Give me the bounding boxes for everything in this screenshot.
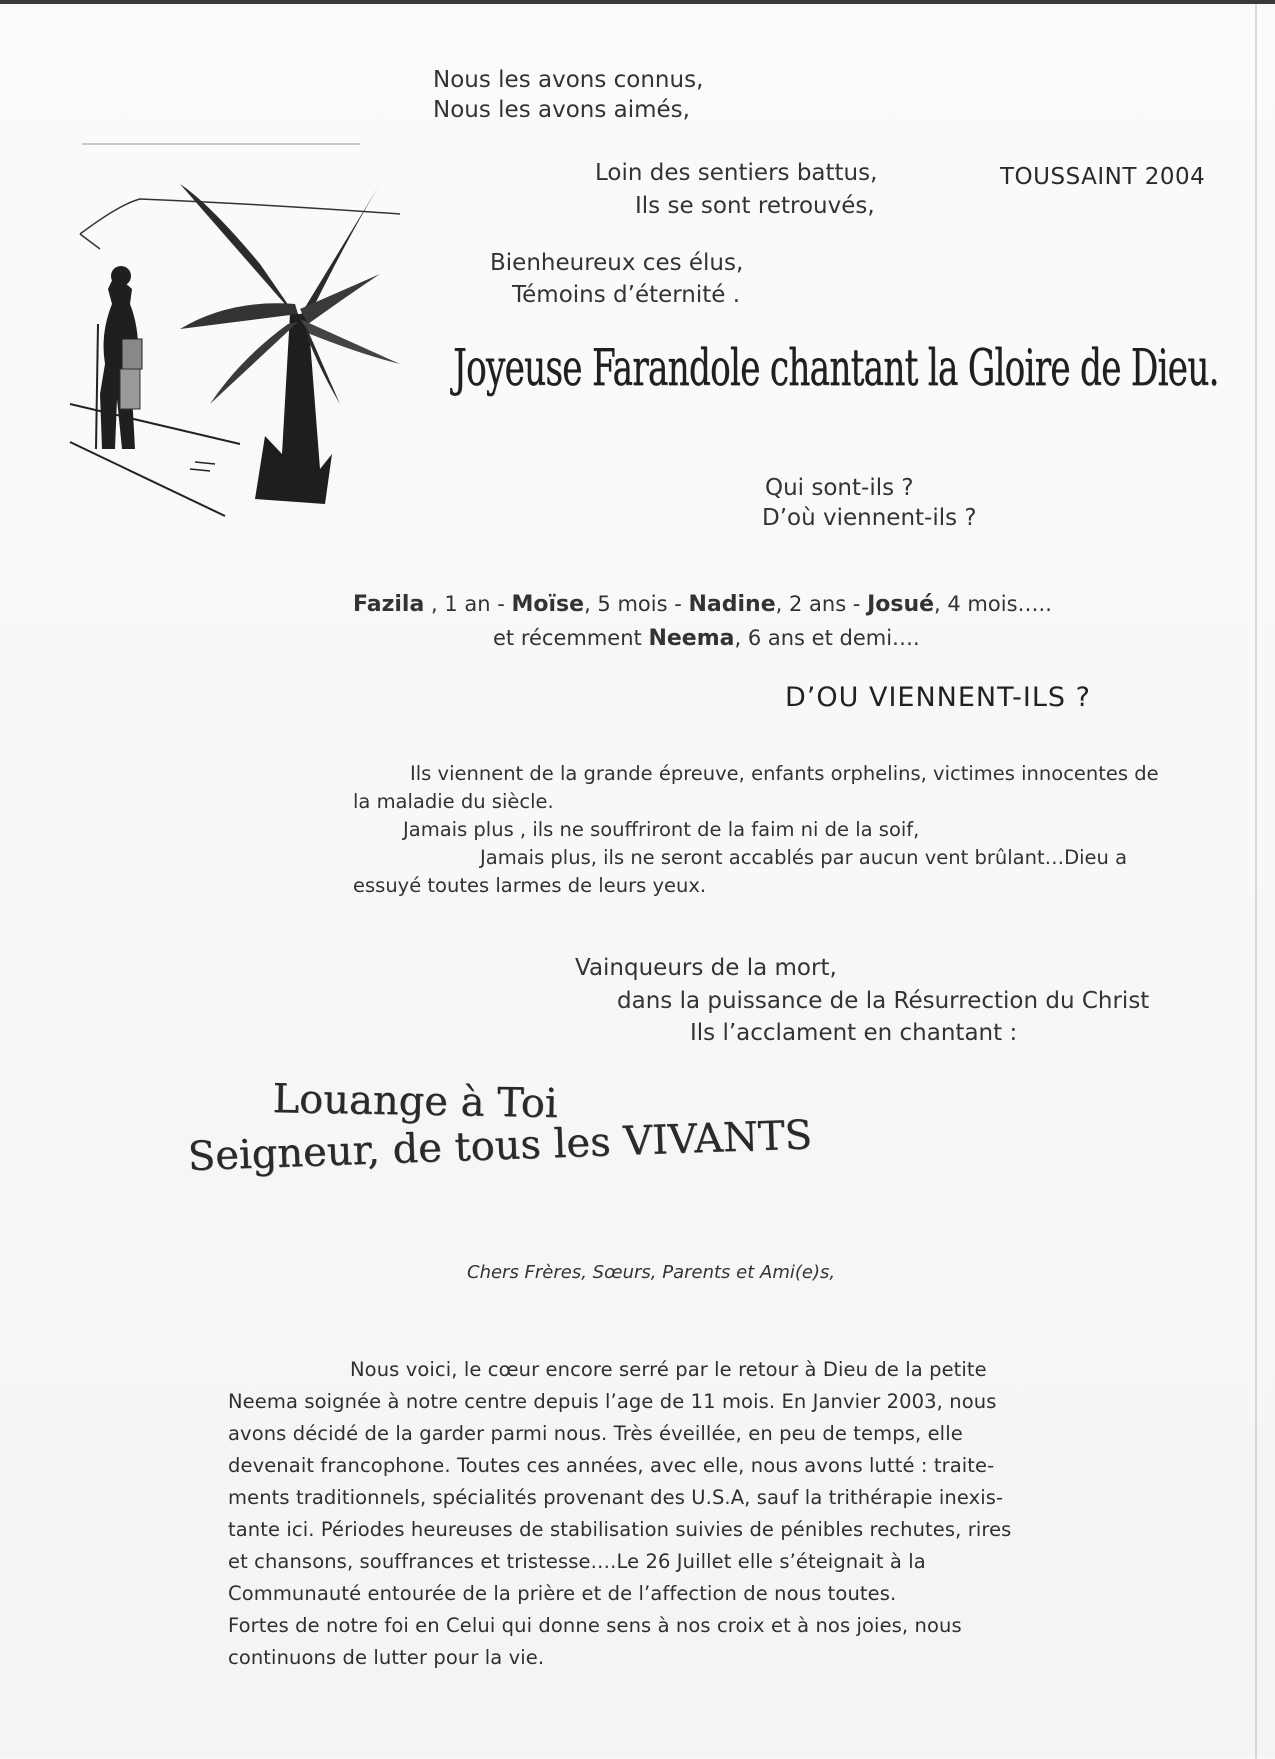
paragraph-line: la maladie du siècle. <box>353 790 554 813</box>
child-age: , 1 an - <box>424 592 512 616</box>
child-age: , 4 mois….. <box>934 592 1052 616</box>
letter-line: avons décidé de la garder parmi nous. Très éveillée, en peu de temps, elle <box>228 1422 963 1445</box>
walking-figure-icon <box>96 266 142 449</box>
question-line: D’où viennent-ils ? <box>762 505 977 531</box>
poem-line: Bienheureux ces élus, <box>490 250 744 276</box>
child-age: , 6 ans et demi…. <box>734 626 920 650</box>
letter-line: tante ici. Périodes heureuses de stabilisation suivies de pénibles rechutes, rires <box>228 1518 1012 1541</box>
child-age: , 2 ans - <box>775 592 868 616</box>
palm-tree-icon <box>180 184 400 504</box>
letter-line: devenait francophone. Toutes ces années, avec elle, nous avons lutté : traite- <box>228 1454 995 1477</box>
letter-line: Communauté entourée de la prière et de l’affection de nous toutes. <box>228 1582 897 1605</box>
child-age: , 5 mois - <box>584 592 689 616</box>
letter-line: continuons de lutter pour la vie. <box>228 1646 545 1669</box>
louange-line-2: Seigneur, de tous les VIVANTS <box>187 1112 813 1180</box>
victory-line: dans la puissance de la Résurrection du Christ <box>617 988 1150 1014</box>
farandole-title: Joyeuse Farandole chantant la Gloire de Dieu. <box>453 339 1219 398</box>
poem-line: Ils se sont retrouvés, <box>635 193 875 219</box>
paragraph-line: Jamais plus, ils ne seront accablés par aucun vent brûlant…Dieu a <box>480 846 1128 869</box>
paragraph-line: Ils viennent de la grande épreuve, enfants orphelins, victimes innocentes de <box>410 762 1159 785</box>
child-name: Nadine <box>688 592 776 617</box>
section-heading: D’OU VIENNENT-ILS ? <box>785 682 1091 713</box>
child-name: Moïse <box>511 592 585 617</box>
children-list-recent <box>493 626 920 651</box>
child-name: Josué <box>867 592 935 617</box>
paragraph-line: essuyé toutes larmes de leurs yeux. <box>353 874 707 897</box>
letter-line: et chansons, souffrances et tristesse….Le 26 Juillet elle s’éteignait à la <box>228 1550 926 1573</box>
child-name: Fazila <box>353 592 425 617</box>
question-line: Qui sont-ils ? <box>765 475 914 501</box>
poem-line: Nous les avons aimés, <box>433 97 690 123</box>
child-name: Neema <box>648 626 735 651</box>
poem-line: Loin des sentiers battus, <box>595 160 878 186</box>
poem-line: Nous les avons connus, <box>433 67 704 93</box>
victory-line: Ils l’acclament en chantant : <box>690 1020 1018 1046</box>
paragraph-line: Jamais plus , ils ne souffriront de la faim ni de la soif, <box>403 818 920 841</box>
palm-tree-illustration <box>60 124 420 524</box>
letter-line: ments traditionnels, spécialités provenant des U.S.A, sauf la trithérapie inexis- <box>228 1486 1004 1509</box>
letter-line: Fortes de notre foi en Celui qui donne sens à nos croix et à nos joies, nous <box>228 1614 962 1637</box>
page-edge <box>1255 4 1257 1759</box>
date-label: TOUSSAINT 2004 <box>1000 164 1206 190</box>
poem-line: Témoins d’éternité . <box>512 282 741 308</box>
children-list <box>353 592 1052 617</box>
letter-line: Neema soignée à notre centre depuis l’age de 11 mois. En Janvier 2003, nous <box>228 1390 997 1413</box>
recent-prefix: et récemment <box>493 626 649 650</box>
victory-line: Vainqueurs de la mort, <box>575 955 837 981</box>
louange-line-1: Louange à Toi <box>272 1076 558 1127</box>
letter-salutation: Chers Frères, Sœurs, Parents et Ami(e)s, <box>467 1262 836 1283</box>
letter-line: Nous voici, le cœur encore serré par le retour à Dieu de la petite <box>350 1358 987 1381</box>
